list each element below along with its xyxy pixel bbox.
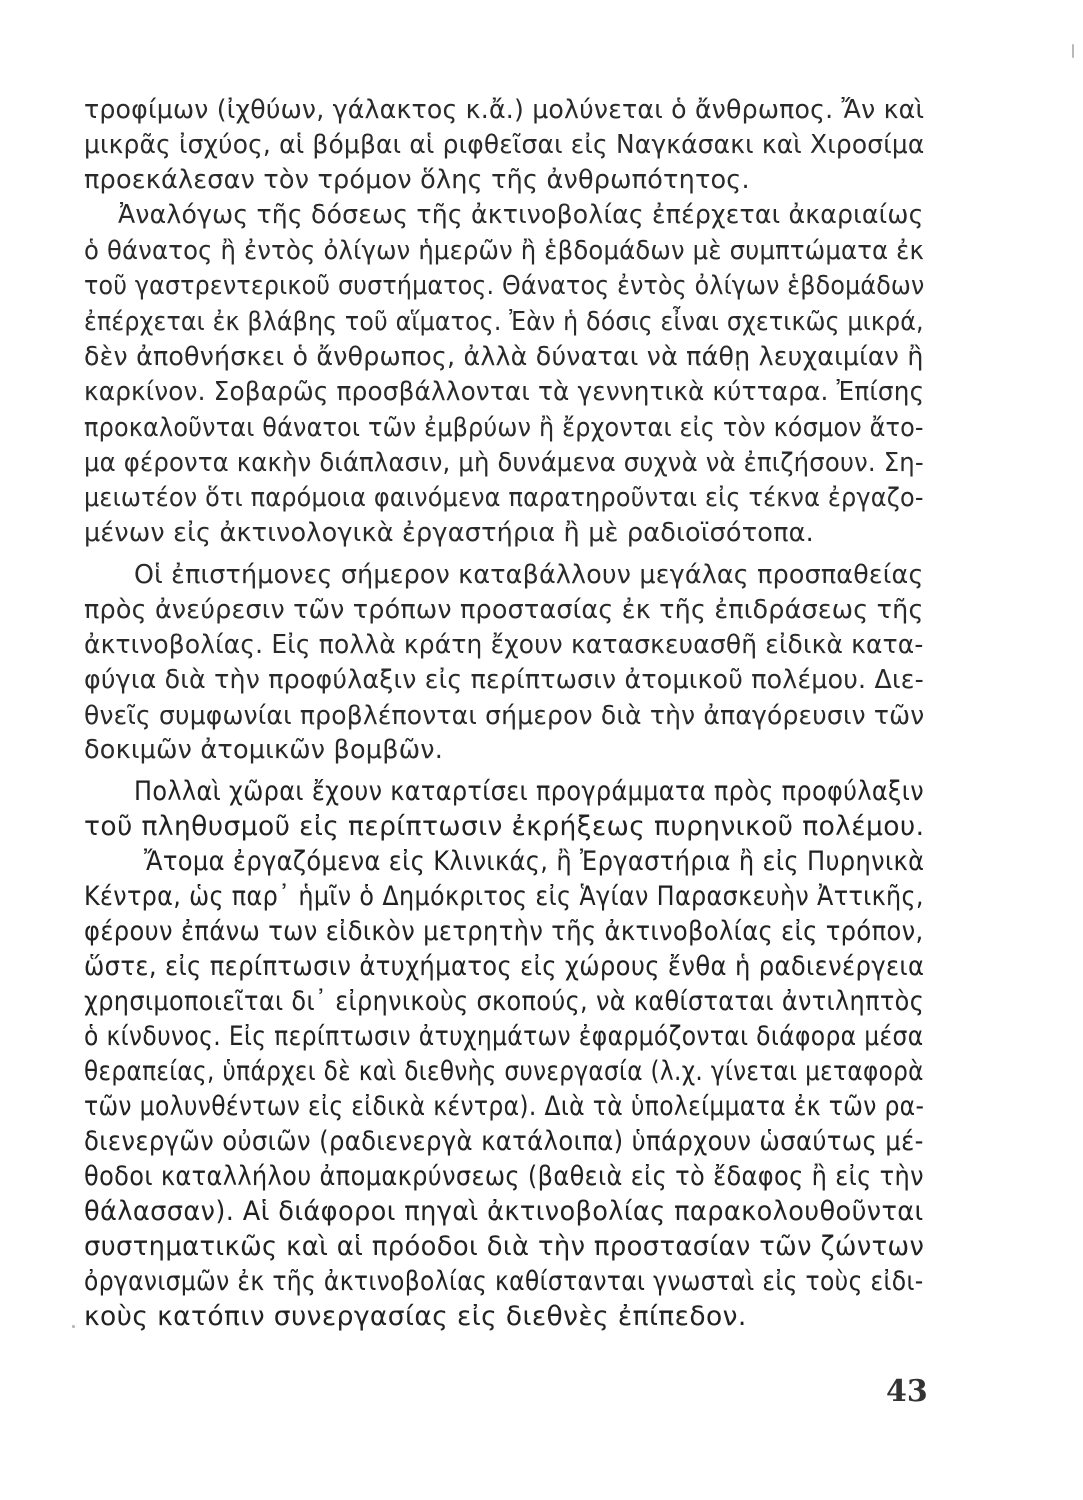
scan-mark xyxy=(1072,44,1074,58)
text-line: δὲν ἀποθνήσκει ὁ ἄνθρωπος, ἀλλὰ δύναται νὰ πάθῃ λευχαιμίαν ἢ xyxy=(84,342,924,372)
text-line: φέρουν ἐπάνω των εἰδικὸν μετρητὴν τῆς ἀκτινοβολίας εἰς τρόπον, xyxy=(84,916,924,947)
text-line: μένων εἰς ἀκτινολογικὰ ἐργαστήρια ἢ μὲ ραδιοϊσότοπα. xyxy=(84,518,814,548)
text-line: μειωτέον ὅτι παρόμοια φαινόμενα παρατηροῦνται εἰς τέκνα ἐργαζο- xyxy=(84,483,924,513)
text-line: προεκάλεσαν τὸν τρόμον ὅλης τῆς ἀνθρωπότητος. xyxy=(84,165,750,195)
text-line: ὁ κίνδυνος. Εἰς περίπτωσιν ἀτυχημάτων ἐφαρμόζονται διάφορα μέσα xyxy=(84,1021,924,1052)
text-line: τῶν μολυνθέντων εἰς εἰδικὰ κέντρα). Διὰ τὰ ὑπολείμματα ἐκ τῶν ρα- xyxy=(84,1091,925,1122)
text-line: Κέντρα, ὡς παρ᾽ ἡμῖν ὁ Δημόκριτος εἰς Ἁγίαν Παρασκευὴν Ἀττικῆς, xyxy=(84,881,924,912)
text-line: μικρᾶς ἰσχύος, αἱ βόμβαι αἱ ριφθεῖσαι εἰς Ναγκάσακι καὶ Χιροσίμα xyxy=(84,130,925,160)
text-line: συστηματικῶς καὶ αἱ πρόοδοι διὰ τὴν προστασίαν τῶν ζώντων xyxy=(84,1231,925,1262)
text-line: φύγια διὰ τὴν προφύλαξιν εἰς περίπτωσιν ἀτομικοῦ πολέμου. Διε- xyxy=(84,665,924,695)
text-line: θάλασσαν). Αἱ διάφοροι πηγαὶ ἀκτινοβολίας παρακολουθοῦνται xyxy=(84,1196,924,1227)
text-line: μα φέροντα κακὴν διάπλασιν, μὴ δυνάμενα συχνὰ νὰ ἐπιζήσουν. Ση- xyxy=(84,448,924,478)
text-line: κοὺς κατόπιν συνεργασίας εἰς διεθνὲς ἐπίπεδον. xyxy=(84,1301,747,1332)
text-line: χρησιμοποιεῖται δι᾽ εἰρηνικοὺς σκοπούς, νὰ καθίσταται ἀντιληπτὸς xyxy=(84,986,925,1017)
text-line: τοῦ γαστρεντερικοῦ συστήματος. Θάνατος ἐντὸς ὀλίγων ἑβδομάδων xyxy=(84,271,925,301)
text-line: ὁ θάνατος ἢ ἐντὸς ὀλίγων ἡμερῶν ἢ ἑβδομάδων μὲ συμπτώματα ἐκ xyxy=(84,236,925,266)
paragraph-first-line: Οἱ ἐπιστήμονες σήμερον καταβάλλουν μεγάλας προσπαθείας xyxy=(134,560,924,590)
paragraph-first-line: Ἀναλόγως τῆς δόσεως τῆς ἀκτινοβολίας ἐπέρχεται ἀκαριαίως xyxy=(118,200,924,230)
text-line: τροφίμων (ἰχθύων, γάλακτος κ.ἄ.) μολύνεται ὁ ἄνθρωπος. Ἄν καὶ xyxy=(84,95,925,125)
text-line: ἐπέρχεται ἐκ βλάβης τοῦ αἵματος. Ἐὰν ἡ δόσις εἶναι σχετικῶς μικρά, xyxy=(84,307,924,337)
paragraph-first-line: Ἄτομα ἐργαζόμενα εἰς Κλινικάς, ἢ Ἐργαστήρια ἢ εἰς Πυρηνικὰ xyxy=(144,846,925,877)
text-line: διενεργῶν οὐσιῶν (ραδιενεργὰ κατάλοιπα) ὑπάρχουν ὡσαύτως μέ- xyxy=(84,1126,924,1157)
paragraph-first-line: Πολλαὶ χῶραι ἔχουν καταρτίσει προγράμματα πρὸς προφύλαξιν xyxy=(134,776,924,807)
text-line: θοδοι καταλλήλου ἀπομακρύνσεως (βαθειὰ εἰς τὸ ἔδαφος ἢ εἰς τὴν xyxy=(84,1161,924,1192)
text-line: ὥστε, εἰς περίπτωσιν ἀτυχήματος εἰς χώρους ἔνθα ἡ ραδιενέργεια xyxy=(84,951,925,982)
text-line: ἀκτινοβολίας. Εἰς πολλὰ κράτη ἔχουν κατασκευασθῆ εἰδικὰ κατα- xyxy=(84,630,924,660)
text-line: θεραπείας, ὑπάρχει δὲ καὶ διεθνὴς συνεργασία (λ.χ. γίνεται μεταφορὰ xyxy=(84,1056,924,1087)
page-number: 43 xyxy=(886,1374,928,1409)
text-line: τοῦ πληθυσμοῦ εἰς περίπτωσιν ἐκρήξεως πυρηνικοῦ πολέμου. xyxy=(84,811,925,842)
text-line: θνεῖς συμφωνίαι προβλέπονται σήμερον διὰ τὴν ἀπαγόρευσιν τῶν xyxy=(84,701,925,731)
text-line: ὀργανισμῶν ἐκ τῆς ἀκτινοβολίας καθίστανται γνωσταὶ εἰς τοὺς εἰδι- xyxy=(84,1266,924,1297)
text-line: προκαλοῦνται θάνατοι τῶν ἐμβρύων ἢ ἔρχονται εἰς τὸν κόσμον ἄτο- xyxy=(84,413,924,443)
text-line: πρὸς ἀνεύρεσιν τῶν τρόπων προστασίας ἐκ τῆς ἐπιδράσεως τῆς xyxy=(84,595,924,625)
text-line: δοκιμῶν ἀτομικῶν βομβῶν. xyxy=(84,735,444,765)
text-line: καρκίνον. Σοβαρῶς προσβάλλονται τὰ γεννητικὰ κύτταρα. Ἐπίσης xyxy=(84,377,925,407)
scan-mark xyxy=(72,1325,75,1328)
